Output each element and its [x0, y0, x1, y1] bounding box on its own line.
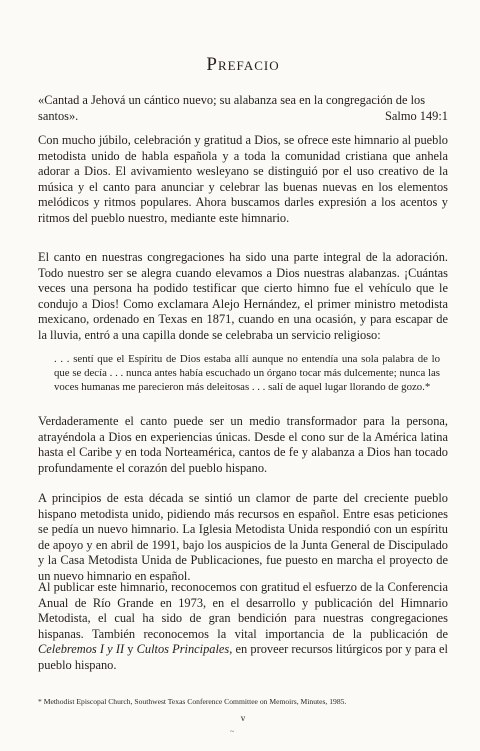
page-title: Prefacio [206, 54, 280, 75]
paragraph-5-part3: , en proveer recursos litúrgicos por y para el pueblo hispano. [38, 642, 448, 672]
paragraph-1: Con mucho júbilo, celebración y gratitud a Dios, se ofrece este himnario al pueblo metodista unido de habla española y a toda la comunidad cristiana que anhela adorar a Dios. El avivamiento wesleyano se distinguió por el uso creativo de la música y el canto para anunciar y celebrar las buenas nuevas en los elementos melódicos y ritmos populares. Ahora buscamos darles expresión a los acentos y ritmos del pueblo nuestro, mediante este himnario. [38, 133, 448, 225]
paragraph-5-italic1: Celebremos I y II [38, 642, 125, 657]
paragraph-5 [38, 580, 448, 674]
paragraph-5-part1: Al publicar este himnario, reconocemos con gratitud el esfuerzo de la Conferencia Anual de Río Grande en 1973, en el desarrollo y publicación del Himnario Metodista, el cual ha sido de gran bendición para nuestras congregaciones hispanas. También reconocemos la vital importancia de la publicación de [38, 580, 448, 641]
epigraph-reference: Salmo 149:1 [385, 109, 448, 123]
paragraph-3: Verdaderamente el canto puede ser un medio transformador para la persona, atrayéndola a Dios en experiencias únicas. Desde el cono sur de la América latina hasta el Caribe y en toda Norteamérica, cantos de fe y alabanza a Dios han tocado profundamente el corazón del pueblo hispano. [38, 414, 448, 475]
page-number: v [240, 713, 246, 723]
epigraph-text: «Cantad a Jehová un cántico nuevo; su alabanza sea en la congregación de los santos». [38, 93, 426, 123]
epigraph [38, 92, 448, 124]
paragraph-4: A principios de esta década se sintió un clamor de parte del creciente pueblo hispano metodista unido, pidiendo más recursos en español. Entre esas peticiones se pedía un nuevo himnario. La Iglesia Metodista Unida respondió con un espíritu de apoyo y en abril de 1991, bajo los auspicios de la Junta General de Discipulado y la Casa Metodista Unida de Publicaciones, fue puesto en marcha el proyecto de un nuevo himnario en español. [38, 491, 448, 583]
block-quote: . . . sentí que el Espíritu de Dios estaba allí aunque no entendía una sola palabra de lo que se decía . . . nunca antes había escuchado un órgano tocar más dulcemente; nunca las voces humanas me parecieron más deleitosas . . . salí de aquel lugar llorando de gozo.* [54, 353, 440, 393]
paragraph-5-italic2: Cultos Principales [136, 642, 230, 657]
paragraph-5-part2: y [124, 642, 137, 657]
paragraph-2: El canto en nuestras congregaciones ha sido una parte integral de la adoración. Todo nuestro ser se alegra cuando elevamos a Dios nuestras alabanzas. ¡Cuántas veces una persona ha podido testificar que cierto himno fue el vehículo que le condujo a Dios! Como exclamara Alejo Hernández, el primer ministro metodista mexicano, ordenado en Texas en 1871, cuando en una ocasión, y para escapar de la lluvia, entró a una capilla donde se celebraba un servicio religioso: [38, 250, 448, 342]
bottom-mark: ~ [230, 727, 235, 736]
footnote: * Methodist Episcopal Church, Southwest Texas Conference Committee on Memoirs, Minutes, 1985. [38, 697, 347, 706]
